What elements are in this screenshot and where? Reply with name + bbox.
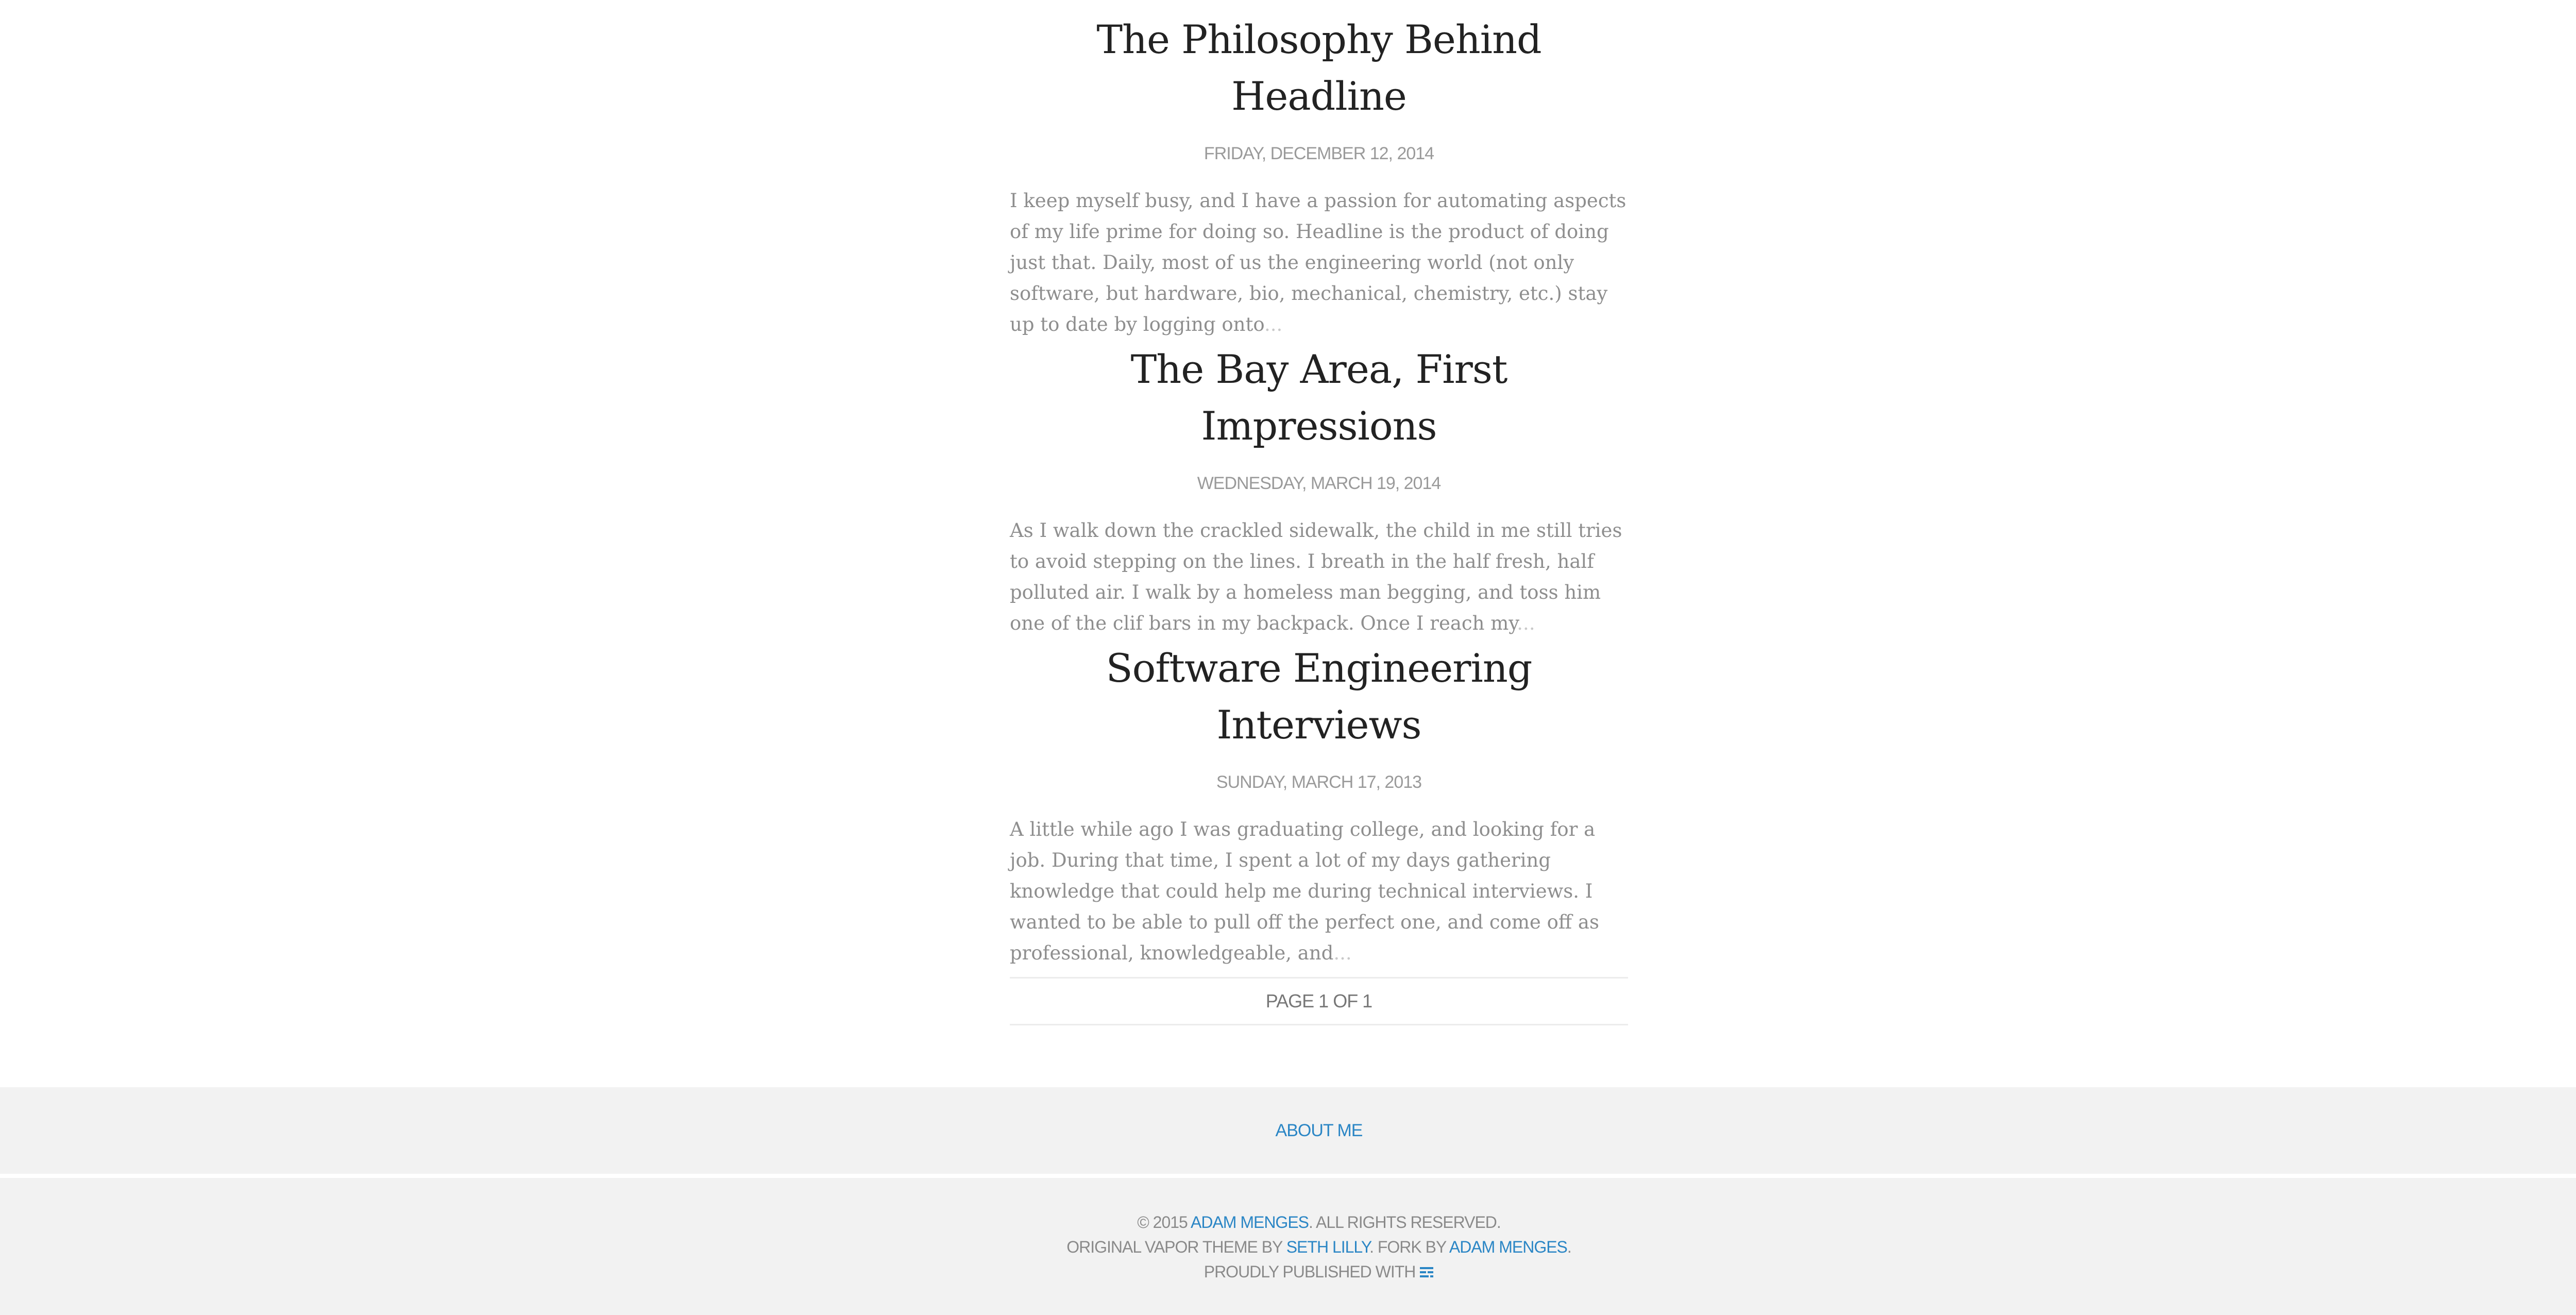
read-more-link[interactable]: ... bbox=[1264, 313, 1283, 335]
copyright-line bbox=[0, 1210, 2576, 1235]
post-title-link[interactable]: Software Engineering Interviews bbox=[1106, 645, 1532, 748]
ghost-icon[interactable] bbox=[1419, 1266, 1434, 1278]
post-excerpt bbox=[1010, 814, 1628, 969]
theme-prefix: ORIGINAL VAPOR THEME BY bbox=[1066, 1238, 1286, 1256]
post-item bbox=[1010, 640, 1628, 969]
post-date: SUNDAY, MARCH 17, 2013 bbox=[1216, 772, 1422, 792]
fork-text: . FORK BY bbox=[1369, 1238, 1449, 1256]
about-me-link[interactable]: ABOUT ME bbox=[1275, 1121, 1363, 1140]
site-footer bbox=[0, 1178, 2576, 1315]
copyright-prefix: © 2015 bbox=[1137, 1213, 1191, 1232]
post-excerpt bbox=[1010, 515, 1628, 639]
post-item bbox=[1010, 341, 1628, 639]
fork-author-link[interactable]: ADAM MENGES bbox=[1449, 1238, 1567, 1256]
post-excerpt-text: I keep myself busy, and I have a passion for automating aspects of my life prime for doing so. Headline is the product of doing just that. Daily, most of us the engineering world (not only software, but hardware, bio, mechanical, chemistry, etc.) stay up to date by logging onto bbox=[1010, 190, 1626, 335]
post-item bbox=[1010, 11, 1628, 340]
post-excerpt bbox=[1010, 186, 1628, 340]
post-excerpt-text: As I walk down the crackled sidewalk, the child in me still tries to avoid stepping on the lines. I breath in the half fresh, half polluted air. I walk by a homeless man begging, and toss him one of the clif bars in my backpack. Once I reach my bbox=[1010, 519, 1622, 634]
post-excerpt-text: A little while ago I was graduating college, and looking for a job. During that time, I spent a lot of my days gathering knowledge that could help me during technical interviews. I wanted to be able to pull off the perfect one, and come off as professional, knowledgeable, and bbox=[1010, 818, 1599, 964]
site-nav bbox=[0, 1087, 2576, 1174]
post-date: WEDNESDAY, MARCH 19, 2014 bbox=[1197, 474, 1441, 493]
post-title-link[interactable]: The Bay Area, First Impressions bbox=[1130, 346, 1507, 449]
pagination-label: PAGE 1 OF 1 bbox=[1265, 990, 1372, 1011]
published-prefix: PROUDLY PUBLISHED WITH bbox=[1204, 1262, 1420, 1281]
theme-credit-line bbox=[0, 1235, 2576, 1259]
theme-author-link[interactable]: SETH LILLY bbox=[1286, 1238, 1370, 1256]
nav-links bbox=[0, 1118, 2576, 1143]
footer-credits bbox=[0, 1210, 2576, 1284]
published-with-line bbox=[0, 1259, 2576, 1284]
post-title-link[interactable]: The Philosophy Behind Headline bbox=[1096, 16, 1541, 119]
copyright-suffix: . ALL RIGHTS RESERVED. bbox=[1309, 1213, 1501, 1232]
pagination bbox=[1010, 977, 1628, 1025]
read-more-link[interactable]: ... bbox=[1333, 942, 1352, 964]
fork-suffix: . bbox=[1567, 1238, 1571, 1256]
read-more-link[interactable]: ... bbox=[1517, 612, 1535, 634]
post-date: FRIDAY, DECEMBER 12, 2014 bbox=[1204, 144, 1434, 163]
author-link[interactable]: ADAM MENGES bbox=[1190, 1213, 1309, 1232]
